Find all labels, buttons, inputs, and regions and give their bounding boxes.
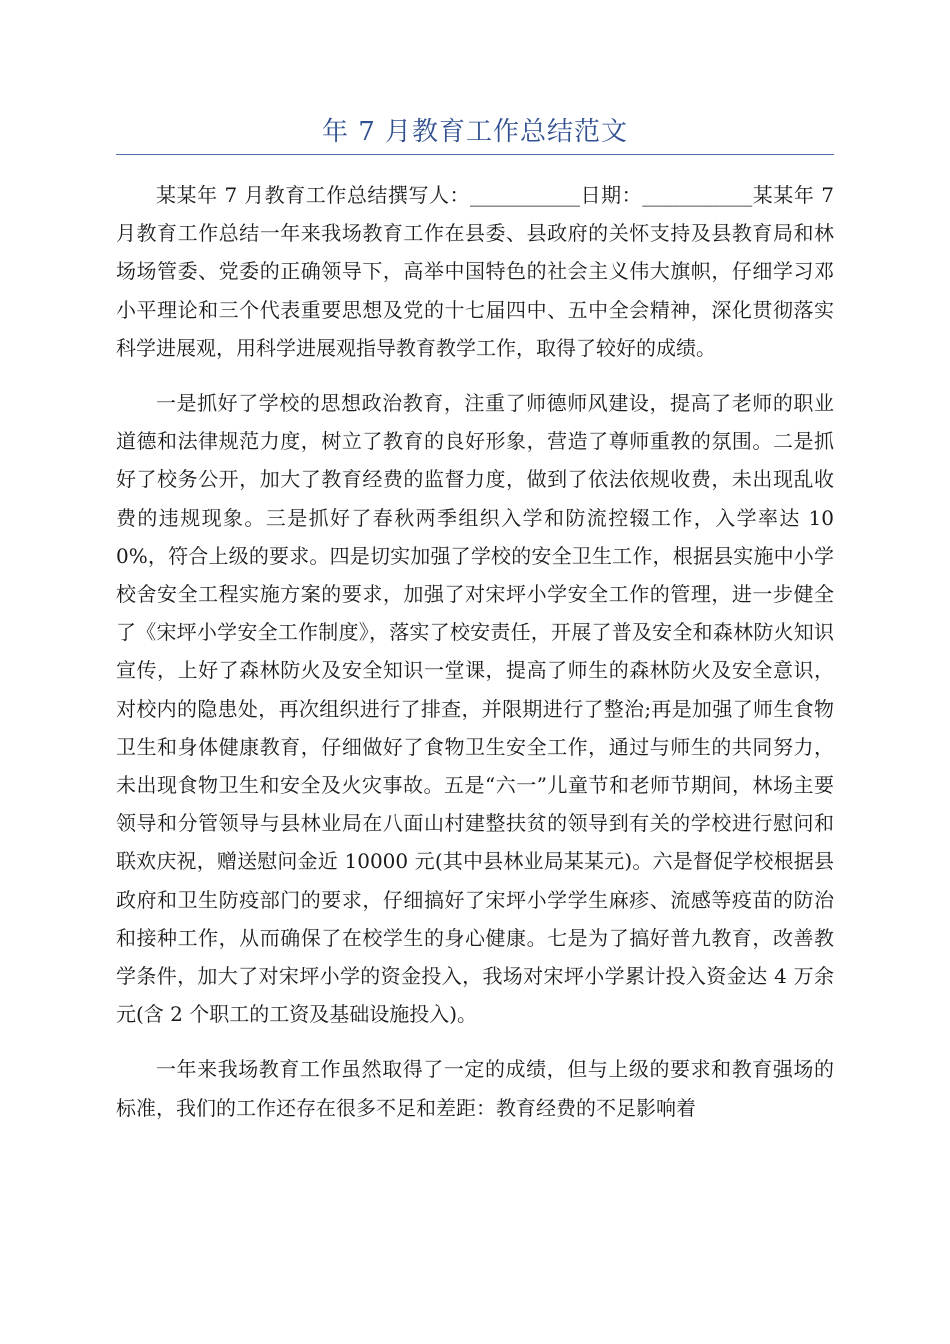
paragraph-achievements: 一是抓好了学校的思想政治教育，注重了师德师风建设，提高了老师的职业道德和法律规范力度，树立了教育的良好形象，营造了尊师重教的氛围。二是抓好了校务公开，加大了教育经费的监督力度，做到了依法依规收费，未出现乱收费的违规现象。三是抓好了春秋两季组织入学和防流控辍工作，入学率达 100%，符合上级的要求。四是切实加强了学校的安全卫生工作，根据县实施中小学校舍安全工程实施方案的要求，加强了对宋坪小学安全工作的管理，进一步健全了《宋坪小学安全工作制度》，落实了校安责任，开展了普及安全和森林防火知识宣传，上好了森林防火及安全知识一堂课，提高了师生的森林防火及安全意识，对校内的隐患处，再次组织进行了排查，并限期进行了整治;再是加强了师生食物卫生和身体健康教育，仔细做好了食物卫生安全工作，通过与师生的共同努力，未出现食物卫生和安全及火灾事故。五是“六一”儿童节和老师节期间，林场主要领导和分管领导与县林业局在八面山村建整扶贫的领导到有关的学校进行慰问和联欢庆祝，赠送慰问金近 10000 元(其中县林业局某某元)。六是督促学校根据县政府和卫生防疫部门的要求，仔细搞好了宋坪小学学生麻疹、流感等疫苗的防治和接种工作，从而确保了在校学生的身心健康。七是为了搞好普九教育，改善教学条件，加大了对宋坪小学的资金投入，我场对宋坪小学累计投入资金达 4 万余元(含 2 个职工的工资及基础设施投入)。 <box>116 391 834 1027</box>
paragraph-shortcomings: 一年来我场教育工作虽然取得了一定的成绩，但与上级的要求和教育强场的标准，我们的工作还存在很多不足和差距：教育经费的不足影响着 <box>116 1057 834 1120</box>
title-underline-rule <box>116 154 834 155</box>
document-title: 年 7 月教育工作总结范文 <box>321 117 629 147</box>
document-body <box>116 176 834 1144</box>
paragraph-intro: 某某年 7 月教育工作总结撰写人：___________日期：___________某某年 7 月教育工作总结一年来我场教育工作在县委、县政府的关怀支持及县教育局和林场场管委、党委的正确领导下，高举中国特色的社会主义伟大旗帜，仔细学习邓小平理论和三个代表重要思想及党的十七届四中、五中全会精神，深化贯彻落实科学进展观，用科学进展观指导教育教学工作，取得了较好的成绩。 <box>116 183 834 360</box>
